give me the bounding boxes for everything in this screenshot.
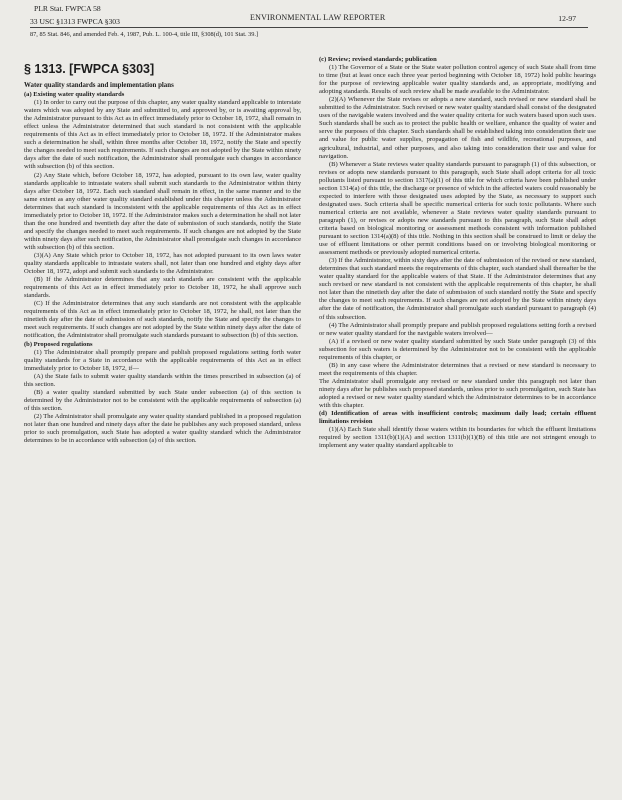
subsection-heading: (c) Review; revised standards; publication bbox=[319, 56, 437, 63]
paragraph: (1) The Administrator shall promptly prepare and publish proposed regulations setting forth water quality standards for a State in accordance with the applicable requirements of this Act as in effect immediately prior to October 18, 1972, if— bbox=[24, 348, 301, 372]
paragraph: (2)(A) Whenever the State revises or adopts a new standard, such revised or new standard shall be submitted to the Administrator. Such revised or new water quality standard shall consist of the designated uses of the navigable waters involved and the water quality criteria for such waters based upon such uses. Such standards shall be such as to protect the public health or welfare, enhance the quality of water and serve the purposes of this chapter. Such standards shall be established taking into consideration their use and value for public water supplies, propagation of fish and wildlife, recreational purposes, and agricultural, industrial, and other purposes, and also taking into consideration their use and value for navigation. bbox=[319, 96, 596, 160]
right-column bbox=[319, 56, 596, 450]
paragraph: (A) the State fails to submit water quality standards within the times prescribed in subsection (a) of this section. bbox=[24, 372, 301, 388]
paragraph: (1)(A) Each State shall identify those waters within its boundaries for which the effluent limitations required by section 1311(b)(1)(A) and section 1311(b)(1)(B) of this title are not stringent enough to implement any water quality standard applicable to bbox=[319, 426, 596, 450]
header-left-line1: PLR Stat. FWPCA 58 bbox=[34, 4, 101, 13]
subsection-heading: (a) Existing water quality standards bbox=[24, 91, 125, 99]
paragraph: (B) in any case where the Administrator determines that a revised or new standard is necessary to meet the requirements of this chapter. bbox=[319, 361, 596, 377]
paragraph: (B) If the Administrator determines that any such standards are consistent with the applicable requirements of this Act as in effect immediately prior to October 18, 1972, he shall approve such standards. bbox=[24, 276, 301, 300]
paragraph: (B) Whenever a State reviews water quality standards pursuant to paragraph (1) of this subsection, or revises or adopts new standards pursuant to this paragraph, such State shall adopt criteria for all toxic pollutants listed pursuant to section 1317(a)(1) of this title for which criteria have been published under section 1314(a) of this title, the discharge or presence of which in the affected waters could reasonably be expected to interfere with those designated uses adopted by the State, as necessary to support such designated uses. Such criteria shall be specific numerical criteria for such toxic pollutants. Where such numerical criteria are not available, whenever a State reviews water quality standards pursuant to paragraph (1), or revises or adopts new standards pursuant to this paragraph, such State shall adopt criteria based on biological monitoring or assessment methods consistent with information published pursuant to section 1314(a)(8) of this title. Nothing in this section shall be construed to limit or delay the use of effluent limitations or other permit conditions based on or involving biological monitoring or assessment methods or previously adopted numerical criteria. bbox=[319, 160, 596, 257]
running-header bbox=[24, 4, 600, 44]
header-publication: ENVIRONMENTAL LAW REPORTER bbox=[250, 13, 386, 22]
paragraph: (3)(A) Any State which prior to October 18, 1972, has not adopted pursuant to its own laws water quality standards applicable to intrastate waters shall, not later than one hundred and eighty days after October 18, 1972, adopt and submit such standards to the Administrator. bbox=[24, 251, 301, 276]
left-column bbox=[24, 56, 301, 450]
section-subtitle: Water quality standards and implementation plans bbox=[24, 82, 174, 89]
citation-note: 87, 85 Stat. 846, and amended Feb. 4, 1987, Pub. L. 100-4, title III, §308(d), 101 Stat. 39.] bbox=[30, 31, 259, 38]
subsection-heading: (d) Identification of areas with insufficient controls; maximum daily load; certain effluent limitations revision bbox=[319, 410, 596, 426]
paragraph: (C) If the Administrator determines that any such standards are not consistent with the applicable requirements of this Act as in effect immediately prior to October 18, 1972, he shall, not later than the ninetieth day after the date of submission of such standards, notify the State and specify the changes to meet such requirements. If such changes are not adopted by the State within ninety days after the date of notification, the Administrator shall promulgate such standards pursuant to subsection (b) of this section. bbox=[24, 300, 301, 340]
paragraph: (1) In order to carry out the purpose of this chapter, any water quality standard applicable to interstate waters which was adopted by any State and submitted to, and approved by, or is awaiting approval by, the Administrator pursuant to this Act as in effect immediately prior to October 18, 1972, shall remain in effect unless the Administrator determined that such standard is not consistent with the applicable requirements of this Act as in effect immediately prior to October 18, 1972. If the Administrator makes such a determination he shall, within three months after October 18, 1972, notify the State and specify the changes needed to meet such requirements. If such changes are not adopted by the State within ninety days after the date of such notification, the Administrator shall promulgate such changes in accordance with subsection (b) of this section. bbox=[24, 99, 301, 171]
paragraph: (4) The Administrator shall promptly prepare and publish proposed regulations setting forth a revised or new water quality standard for the navigable waters involved— bbox=[319, 321, 596, 337]
paragraph: (3) If the Administrator, within sixty days after the date of submission of the revised or new standard, determines that such standard meets the requirements of this chapter, such standard shall thereafter be the water quality standard for the applicable waters of that State. If the Administrator determines that any such revised or new standard is not consistent with the applicable requirements of this chapter, he shall not later than the ninetieth day after the date of submission of such standard notify the State and specify the changes to meet such requirements. If such changes are not adopted by the State within ninety days after the date of notification, the Administrator shall promulgate such standard pursuant to paragraph (4) of this subsection. bbox=[319, 257, 596, 321]
paragraph: The Administrator shall promulgate any revised or new standard under this paragraph not later than ninety days after he publishes such proposed standards, unless prior to such promulgation, such State has adopted a revised or new water quality standard which the Administrator determines to be in accordance with this chapter. bbox=[319, 377, 596, 410]
header-page-number: 12-97 bbox=[558, 14, 576, 23]
two-columns bbox=[24, 56, 600, 450]
paragraph: (1) The Governor of a State or the State water pollution control agency of such State shall from time to time (but at least once each three year period beginning with October 18, 1972) hold public hearings for the purpose of reviewing applicable water quality standards and, as appropriate, modifying and adopting standards. Results of such review shall be made available to the Administrator. bbox=[319, 64, 596, 96]
paragraph: (2) Any State which, before October 18, 1972, has adopted, pursuant to its own law, water quality standards applicable to intrastate waters shall submit such standards to the Administrator within thirty days after October 18, 1972. Each such standard shall remain in effect, in the same manner and to the same extent as any other water quality standard established under this chapter unless the Administrator determines that such standard is inconsistent with the applicable requirements of this Act as in effect immediately prior to October 18, 1972. If the Administrator makes such a determination he shall not later than the one hundred and twentieth day after the date of submission of such standards, notify the State and specify the changes needed to meet such requirements. If such changes are not adopted by the State within ninety days after such notification, the Administrator shall promulgate such changes in accordance with subsection (b) of this section. bbox=[24, 171, 301, 251]
header-rule bbox=[30, 27, 588, 28]
paragraph: (B) a water quality standard submitted by such State under subsection (a) of this section is determined by the Administrator not to be consistent with the applicable requirements of subsection (a) of this section. bbox=[24, 388, 301, 412]
subsection-heading: (b) Proposed regulations bbox=[24, 340, 93, 348]
section-title: § 1313. [FWPCA §303] bbox=[24, 62, 155, 76]
paragraph: (A) if a revised or new water quality standard submitted by such State under paragraph (3) of this subsection for such waters is determined by the Administrator not to be consistent with the applicable requirements of this chapter, or bbox=[319, 337, 596, 361]
header-left-line2: 33 USC §1313 FWPCA §303 bbox=[30, 17, 120, 26]
paragraph: (2) The Administrator shall promulgate any water quality standard published in a proposed regulation not later than one hundred and ninety days after the date he publishes any such proposed standard, unless prior to such promulgation, such State has adopted a water quality standard which the Administrator determines to be in accordance with subsection (a) of this section. bbox=[24, 412, 301, 445]
